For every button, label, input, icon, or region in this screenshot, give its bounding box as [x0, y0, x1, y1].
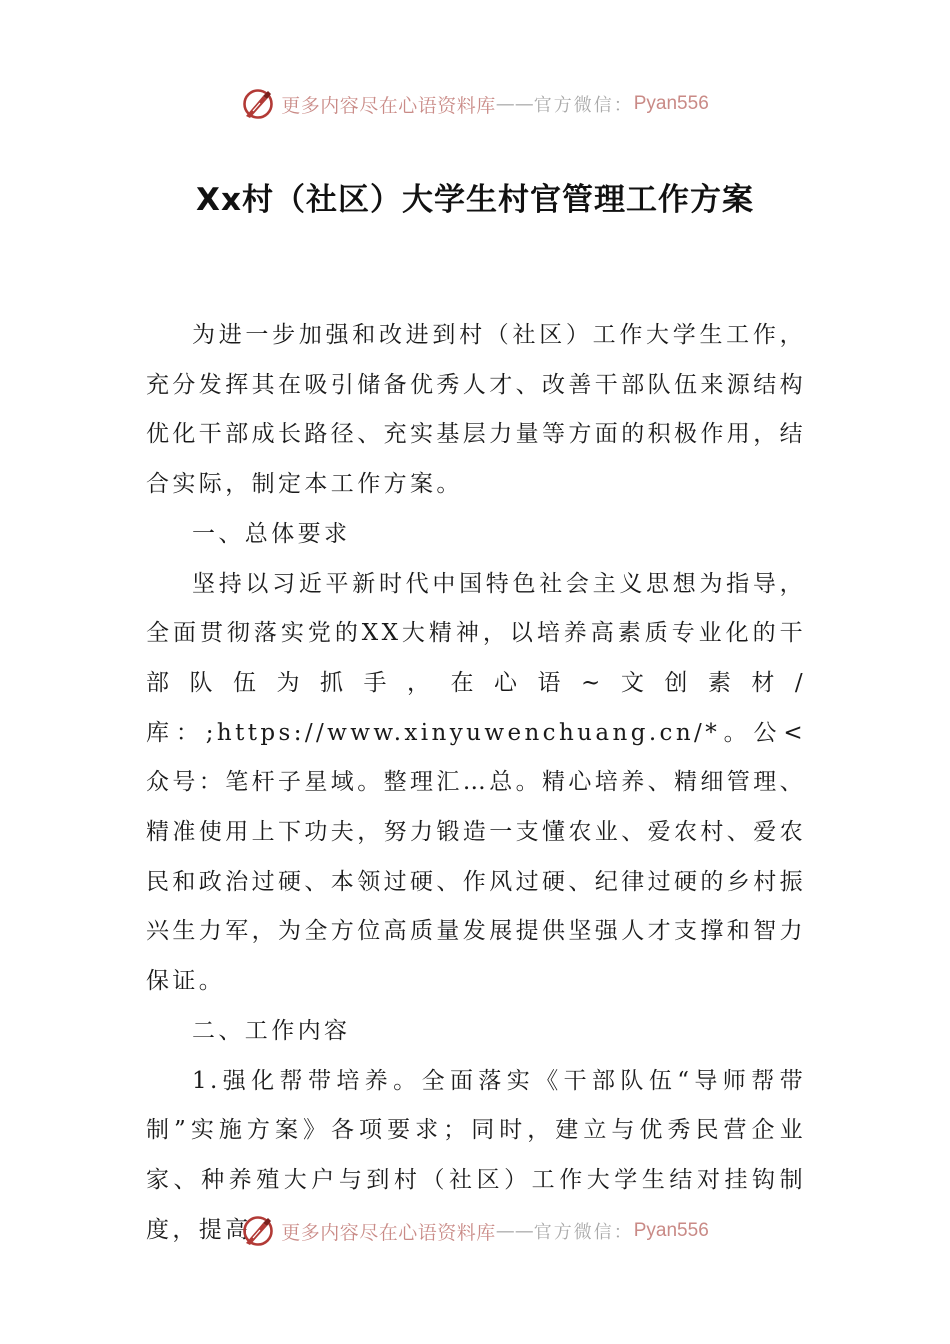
watermark-wechat-id: Pyan556 — [633, 1220, 709, 1241]
general-requirements-paragraph: 坚持以习近平新时代中国特色社会主义思想为指导，全面贯彻落实党的XX大精神，以培养高素质专业化的干部队伍为抓手，在心语~文创素材/库：;https://www.xinyuwenchuang.cn/*。公<众号：笔杆子星域。整理汇…总。精心培养、精细管理、精准使用上下功夫，努力锻造一支懂农业、爱农村、爱农民和政治过硬、本领过硬、作风过硬、纪律过硬的乡村振兴生力军，为全方位高质量发展提供坚强人才支撑和智力保证。 — [146, 570, 806, 995]
section-heading-general: 一、总体要求 — [192, 520, 351, 547]
watermark-dash: —— — [495, 93, 534, 115]
document-body — [146, 311, 806, 1255]
section-heading-content: 二、工作内容 — [192, 1017, 351, 1044]
document-title: Xx村（社区）大学生村官管理工作方案 — [196, 182, 754, 218]
watermark-dash: —— — [495, 1220, 534, 1242]
watermark-wechat-id: Pyan556 — [633, 93, 709, 114]
header-watermark — [0, 84, 950, 124]
watermark-label: 官方微信： — [533, 1222, 634, 1243]
pen-circle-logo-icon — [241, 1214, 275, 1248]
footer-watermark — [0, 1211, 950, 1251]
watermark-text: 更多内容尽在心语资料库 — [281, 94, 496, 117]
intro-paragraph: 为进一步加强和改进到村（社区）工作大学生工作，充分发挥其在吸引储备优秀人才、改善干部队伍来源结构优化干部成长路径、充实基层力量等方面的积极作用，结合实际，制定本工作方案。 — [146, 322, 806, 498]
watermark-text: 更多内容尽在心语资料库 — [281, 1221, 496, 1244]
pen-circle-logo-icon — [241, 87, 275, 121]
content-paragraph-1: 1.强化帮带培养。全面落实《干部队伍“导师帮带制”实施方案》各项要求；同时，建立与优秀民营企业家、种养殖大户与到村（社区）工作大学生结对挂钩制度，提高 — [146, 1067, 806, 1243]
watermark-label: 官方微信： — [533, 95, 634, 116]
